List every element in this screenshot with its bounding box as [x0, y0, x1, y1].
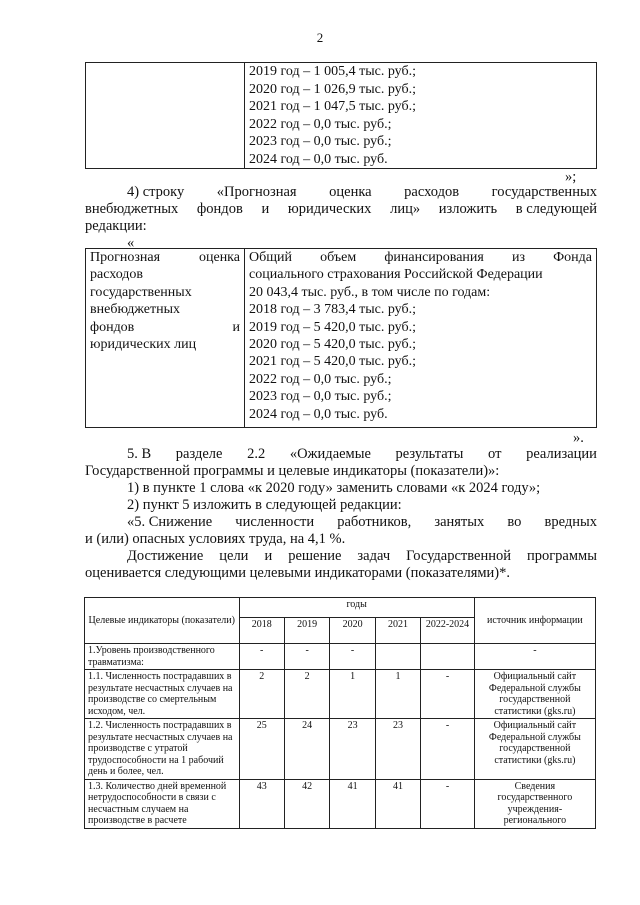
indicator-value: -	[239, 644, 284, 670]
indicator-name: 1.2. Численность пострадавших в результате несчастных случаев на производстве с утратой трудоспособности на 1 рабочий день и более, чел.	[85, 719, 240, 780]
funding-line: 2021 год – 1 047,5 тыс. руб.;	[249, 99, 416, 114]
funding-line: 2023 год – 0,0 тыс. руб.;	[249, 134, 392, 149]
indicator-source: Сведения государственного учреждения-регионального	[474, 779, 595, 828]
indicator-value: 42	[284, 779, 329, 828]
table-row	[85, 779, 596, 828]
funding-line: 2022 год – 0,0 тыс. руб.;	[249, 116, 392, 132]
table-row	[85, 719, 596, 780]
para4-line1: 4) строку «Прогнозная оценка расходов государственных	[127, 184, 597, 200]
indicator-value: -	[421, 779, 475, 828]
table2-closing-quote: ».	[573, 430, 584, 446]
year-header: 2020	[330, 618, 375, 644]
funding-line: 2019 год – 1 005,4 тыс. руб.;	[249, 64, 416, 79]
funding-table-continued	[85, 62, 597, 169]
year-header: 2018	[239, 618, 284, 644]
indicator-value: 2	[239, 670, 284, 719]
para5-item1: 1) в пункте 1 слова «к 2020 году» заменить словами «к 2024 году»;	[127, 480, 541, 496]
indicator-source: -	[474, 644, 595, 670]
indicator-value: -	[330, 644, 375, 670]
indicator-value: 23	[330, 719, 375, 780]
forecast-label-cell: Прогнозная оценка расходов государственных внебюджетных фондов и юридических лиц	[86, 249, 245, 428]
table1-closing-quote: »;	[565, 169, 577, 185]
indicators-table	[84, 597, 596, 829]
indicator-value: 2	[284, 670, 329, 719]
forecast-table	[85, 248, 597, 428]
para5-quote-line2: и (или) опасных условиях труда, на 4,1 %.	[85, 531, 346, 547]
para5-quote-line1: «5. Снижение численности работников, занятых во вредных	[127, 514, 597, 530]
indicator-value	[421, 644, 475, 670]
indicator-value	[375, 644, 420, 670]
indicator-value: 41	[375, 779, 420, 828]
para5-goal-line1: Достижение цели и решение задач Государственной программы	[127, 548, 597, 564]
forecast-line: 2021 год – 5 420,0 тыс. руб.;	[249, 354, 416, 370]
indicator-name: 1.Уровень производственного травматизма:	[85, 644, 240, 670]
para4-line2: внебюджетных фондов и юридических лиц» изложить в следующей	[85, 201, 597, 217]
indicator-value: 25	[239, 719, 284, 780]
funding-line: 2024 год – 0,0 тыс. руб.	[249, 151, 388, 167]
indicator-source: Официальный сайт Федеральной службы государственной статистики (gks.ru)	[474, 719, 595, 780]
indicator-value: -	[284, 644, 329, 670]
indicator-source: Официальный сайт Федеральной службы государственной статистики (gks.ru)	[474, 670, 595, 719]
forecast-line: 2022 год – 0,0 тыс. руб.;	[249, 371, 392, 387]
funding-years-cell	[245, 63, 597, 169]
header-years: годы	[239, 598, 474, 618]
indicator-value: 41	[330, 779, 375, 828]
forecast-line: 2024 год – 0,0 тыс. руб.	[249, 406, 388, 422]
forecast-line: 2020 год – 5 420,0 тыс. руб.;	[249, 336, 416, 352]
para4-open-quote: «	[127, 235, 135, 251]
para4-line3: редакции:	[85, 218, 147, 234]
year-header: 2019	[284, 618, 329, 644]
paragraph-5	[85, 446, 597, 582]
para5-line1: 5. В разделе 2.2 «Ожидаемые результаты от реализации	[127, 446, 597, 462]
indicator-name: 1.3. Количество дней временной нетрудоспособности в связи с несчастным случаем на производстве в расчете	[85, 779, 240, 828]
indicator-value: -	[421, 670, 475, 719]
empty-label-cell	[86, 63, 245, 169]
forecast-line: 2018 год – 3 783,4 тыс. руб.;	[249, 302, 416, 318]
forecast-value-cell: Общий объем финансирования из Фонда социального страхования Российской Федерации 20 043,4 тыс. руб., в том числе по годам: 2018 год – 3 783,4 тыс. руб.; 2019 год – 5 420,0 тыс. руб.; 2020 год – 5 420,0 тыс. руб.; 2021 год – 5 420,0 тыс. руб.; 2022 год – 0,0 тыс. руб.; 2023 год – 0,0 тыс. руб.; 2024 год – 0,0 тыс. руб.	[245, 249, 597, 428]
indicator-name: 1.1. Численность пострадавших в результате несчастных случаев на производстве со смертельным исходом, чел.	[85, 670, 240, 719]
forecast-line: 2023 год – 0,0 тыс. руб.;	[249, 389, 392, 405]
forecast-line: 2019 год – 5 420,0 тыс. руб.;	[249, 319, 416, 335]
indicator-value: 1	[375, 670, 420, 719]
year-header: 2021	[375, 618, 420, 644]
indicator-value: 1	[330, 670, 375, 719]
indicator-value: 23	[375, 719, 420, 780]
indicator-value: 24	[284, 719, 329, 780]
para5-item2: 2) пункт 5 изложить в следующей редакции:	[127, 497, 402, 513]
para5-line2: Государственной программы и целевые индикаторы (показатели)»:	[85, 463, 500, 479]
para5-goal-line2: оценивается следующими целевыми индикаторами (показателями)*.	[85, 565, 511, 581]
indicator-value: 43	[239, 779, 284, 828]
header-indicator: Целевые индикаторы (показатели)	[85, 598, 240, 644]
paragraph-4	[85, 184, 597, 252]
header-source: источник информации	[474, 598, 595, 644]
year-header: 2022-2024	[421, 618, 475, 644]
funding-line: 2020 год – 1 026,9 тыс. руб.;	[249, 81, 416, 97]
page-number: 2	[316, 30, 324, 45]
table-row	[85, 644, 596, 670]
indicator-value: -	[421, 719, 475, 780]
table-row	[85, 670, 596, 719]
